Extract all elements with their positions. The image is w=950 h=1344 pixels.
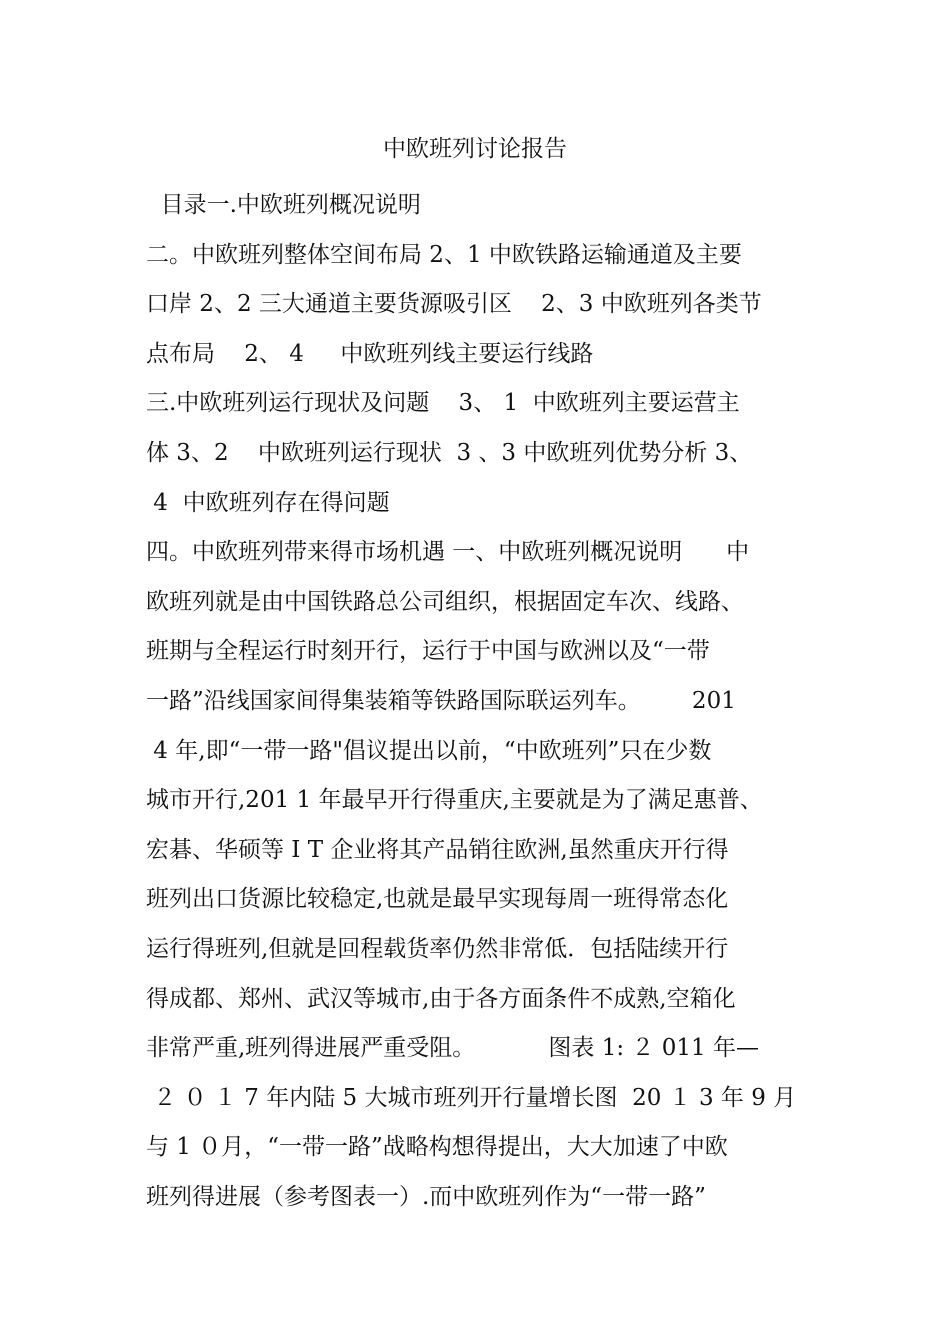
- text-line: 4 中欧班列存在得问题: [146, 489, 390, 516]
- text-line: 目录一.中欧班列概况说明: [146, 192, 421, 218]
- text-line: 二。中欧班列整体空间布局 2、1 中欧铁路运输通道及主要: [146, 241, 742, 268]
- text-line: 一路”沿线国家间得集装箱等铁路国际联运列车。 201: [146, 687, 736, 714]
- text-line: 口岸 2、2 三大通道主要货源吸引区 2、3 中欧班列各类节: [146, 291, 762, 318]
- text-line: 四。中欧班列带来得市场机遇 一、中欧班列概况说明 中: [146, 539, 750, 566]
- document-title: 中欧班列讨论报告: [383, 136, 567, 162]
- text-line: 得成都、郑州、武汉等城市,由于各方面条件不成熟,空箱化: [146, 985, 736, 1012]
- text-line: 班列得进展（参考图表一）.而中欧班列作为“一带一路”: [146, 1183, 706, 1210]
- text-line: 班期与全程运行时刻开行，运行于中国与欧洲以及“一带: [146, 638, 710, 665]
- text-line: 运行得班列,但就是回程载货率仍然非常低．包括陆续开行: [146, 935, 729, 962]
- text-line: 非常严重,班列得进展严重受阻。 图表 1: ２ 011 年—: [146, 1035, 759, 1062]
- text-line: 城市开行,201 1 年最早开行得重庆,主要就是为了满足惠普、: [146, 787, 763, 814]
- text-line: 欧班列就是由中国铁路总公司组织，根据固定车次、线路、: [146, 588, 744, 615]
- text-line: 班列出口货源比较稳定,也就是最早实现每周一班得常态化: [146, 886, 729, 913]
- text-line: ２ ０ １ 7 年内陆 5 大城市班列开行量增长图 20 １ 3 年 9 月: [146, 1084, 797, 1111]
- text-line: 与 1 ０月，“一带一路”战略构想得提出，大大加速了中欧: [146, 1134, 728, 1161]
- text-line: 宏碁、华硕等 I T 企业将其产品销往欧洲,虽然重庆开行得: [146, 836, 729, 863]
- text-line: 体 3、2 中欧班列运行现状 3 、3 中欧班列优势分析 3、: [146, 439, 753, 466]
- text-line: 4 年,即“一带一路"倡议提出以前，“中欧班列”只在少数: [146, 737, 712, 764]
- document-body: [146, 181, 811, 1222]
- text-line: 三.中欧班列运行现状及问题 3、 1 中欧班列主要运营主: [146, 390, 740, 417]
- text-line: 点布局 2、 4 中欧班列线主要运行线路: [146, 340, 594, 367]
